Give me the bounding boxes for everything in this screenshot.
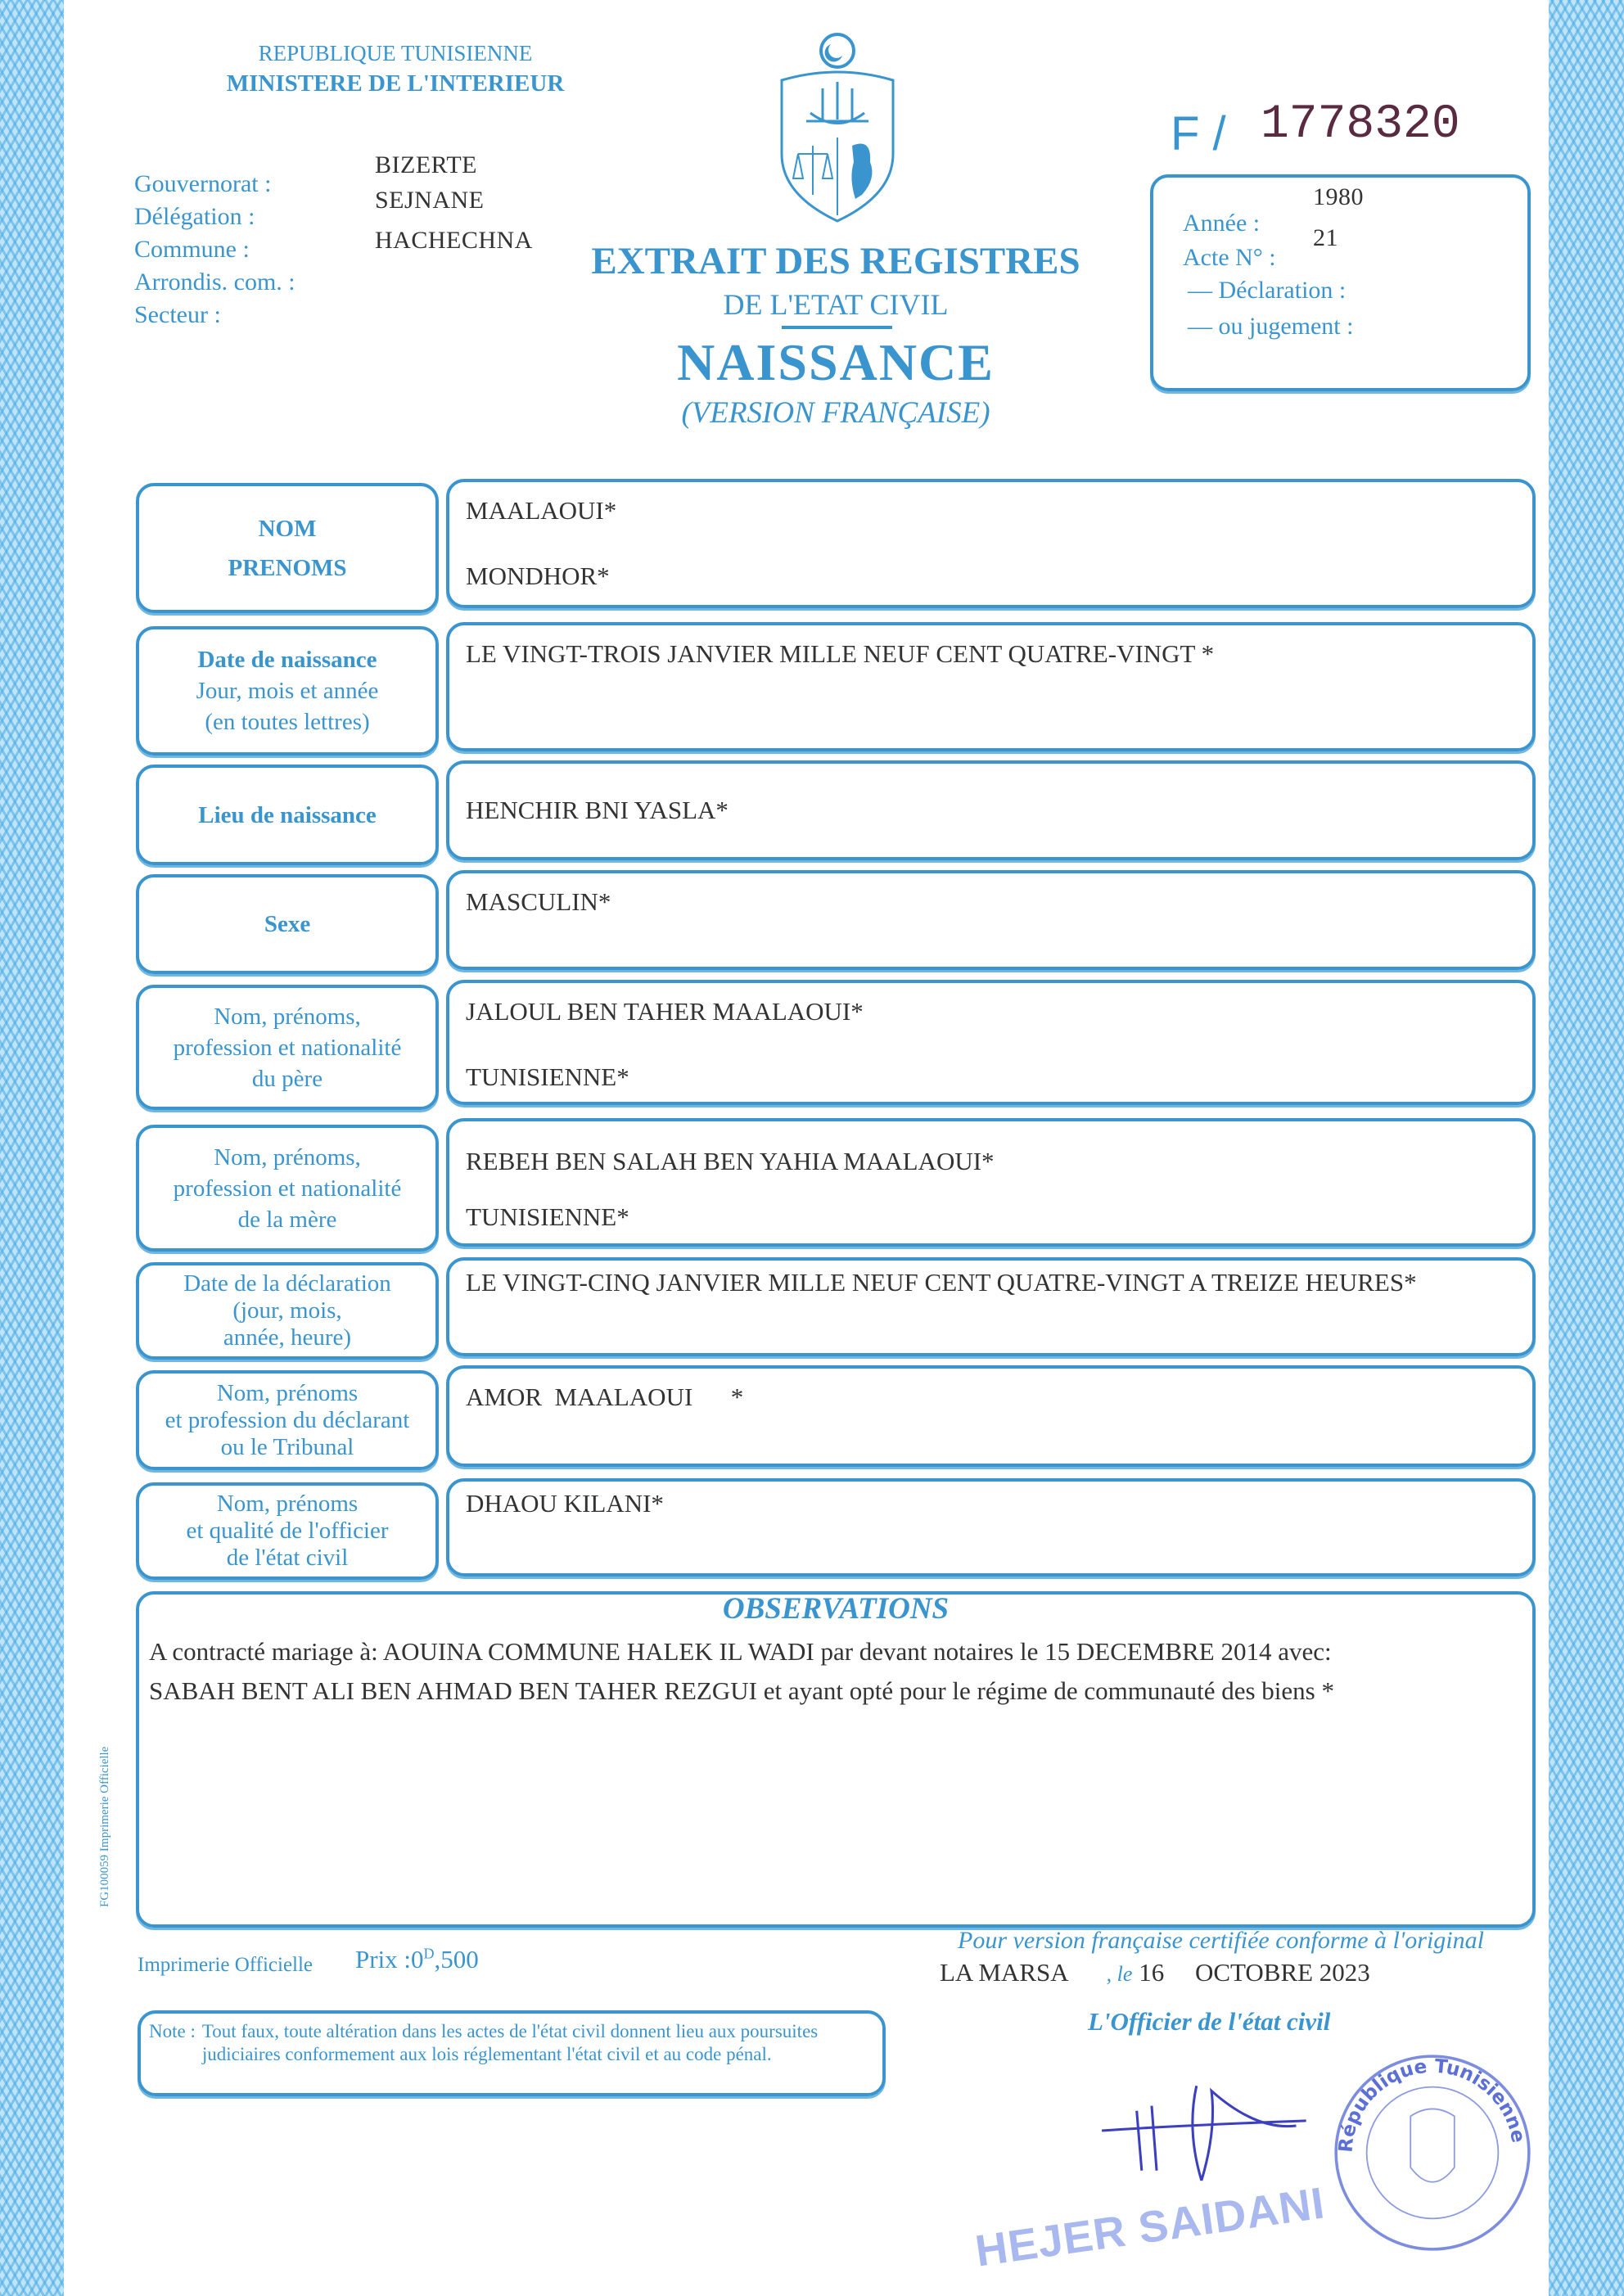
date-naissance-label: Date de naissance xyxy=(197,647,377,673)
mere-value-box xyxy=(446,1118,1536,1247)
mere-name-value: REBEH BEN SALAH BEN YAHIA MAALAOUI* xyxy=(466,1147,995,1175)
sexe-label: Sexe xyxy=(264,911,311,937)
pere-value-box xyxy=(446,980,1536,1105)
declarant-value-box xyxy=(446,1365,1536,1467)
official-stamp xyxy=(1330,2050,1535,2255)
title-naissance: NAISSANCE xyxy=(677,333,995,391)
note-text: Tout faux, toute altération dans les actes de l'état civil donnent lieu aux poursuites judiciaires conformement aux lois réglementant l'état civil et au code pénal. xyxy=(201,2021,819,2064)
declaration-date-label-3: année, heure) xyxy=(223,1324,352,1351)
mere-nationality-value: TUNISIENNE* xyxy=(466,1202,629,1231)
mere-label-2: profession et nationalité xyxy=(173,1175,402,1202)
note-label: Note : xyxy=(149,2021,196,2041)
legal-note-box xyxy=(138,2010,886,2096)
arrondissement-label: Arrondis. com. : xyxy=(134,268,295,295)
title-extrait: EXTRAIT DES REGISTRES xyxy=(591,240,1080,282)
pere-name-value: JALOUL BEN TAHER MAALAOUI* xyxy=(466,997,864,1026)
serial-prefix: F / xyxy=(1171,107,1226,160)
declarant-value: AMOR MAALAOUI * xyxy=(466,1383,744,1411)
delegation-value: SEJNANE xyxy=(375,187,485,214)
annee-label: Année : xyxy=(1183,210,1261,237)
republic-label: REPUBLIQUE TUNISIENNE xyxy=(258,41,533,65)
declaration-date-label-1: Date de la déclaration xyxy=(183,1270,391,1297)
place-date xyxy=(940,1958,1370,1987)
prenoms-value: MONDHOR* xyxy=(466,562,610,590)
observations-line-2: SABAH BENT ALI BEN AHMAD BEN TAHER REZGUI et ayant opté pour le régime de communauté des biens * xyxy=(149,1676,1334,1705)
sexe-value: MASCULIN* xyxy=(466,887,611,916)
declaration-date-value: LE VINGT-CINQ JANVIER MILLE NEUF CENT QUATRE-VINGT A TREIZE HEURES* xyxy=(466,1268,1417,1297)
annee-value: 1980 xyxy=(1313,183,1364,210)
price-text: Prix :0 xyxy=(355,1945,424,1973)
price-label xyxy=(355,1945,479,1974)
sexe-value-box xyxy=(446,870,1536,970)
nom-value: MAALAOUI* xyxy=(466,496,617,525)
title-etat-civil: DE L'ETAT CIVIL xyxy=(723,288,949,321)
lieu-naissance-value: HENCHIR BNI YASLA* xyxy=(466,796,729,824)
title-divider xyxy=(782,326,892,329)
date-month-year: OCTOBRE 2023 xyxy=(1194,1958,1370,1987)
commune-label: Commune : xyxy=(134,236,250,263)
place-value: LA MARSA xyxy=(940,1958,1067,1987)
side-print-code: FG100059 Imprimerie Officielle xyxy=(98,1746,111,1907)
nom-label-box xyxy=(136,483,439,613)
date-le: , le xyxy=(1106,1962,1133,1986)
date-day: 16 xyxy=(1139,1958,1165,1987)
mere-label-1: Nom, prénoms, xyxy=(214,1143,361,1171)
pere-label-3: du père xyxy=(251,1065,323,1092)
date-naissance-sublabel-2: (en toutes lettres) xyxy=(205,709,370,735)
declaration-date-label-2: (jour, mois, xyxy=(232,1297,342,1324)
date-naissance-value: LE VINGT-TROIS JANVIER MILLE NEUF CENT QUATRE-VINGT * xyxy=(466,639,1215,668)
observations-box xyxy=(136,1591,1536,1928)
declaration-label-box xyxy=(136,1262,439,1360)
decorative-border-left xyxy=(0,0,64,2296)
acte-label: Acte N° : xyxy=(1183,244,1276,271)
officier-label-1: Nom, prénoms xyxy=(216,1491,359,1517)
pere-label-box xyxy=(136,985,439,1110)
gouvernorat-value: BIZERTE xyxy=(375,151,478,178)
price-decimal: ,500 xyxy=(434,1945,479,1973)
date-naissance-label-box xyxy=(136,626,439,756)
sexe-label-box xyxy=(136,874,439,974)
location-labels xyxy=(134,168,295,332)
declarant-label-box xyxy=(136,1370,439,1470)
officier-value: DHAOU KILANI* xyxy=(466,1489,664,1518)
coat-of-arms-emblem xyxy=(774,31,901,224)
declaration-value-box xyxy=(446,1257,1536,1356)
delegation-label: Délégation : xyxy=(134,203,255,230)
certified-text: Pour version française certifiée conforme à l'original xyxy=(958,1927,1484,1954)
pere-label-1: Nom, prénoms, xyxy=(214,1003,361,1030)
nom-label: NOM xyxy=(258,515,317,542)
commune-value: HACHECHNA xyxy=(375,227,533,254)
svg-text:République Tunisienne xyxy=(1334,2055,1529,2154)
officier-label-box xyxy=(136,1482,439,1580)
officer-title: L'Officier de l'état civil xyxy=(1088,2007,1331,2036)
acte-value: 21 xyxy=(1313,224,1338,251)
officier-label-2: et qualité de l'officier xyxy=(186,1518,389,1544)
lieu-naissance-label-box xyxy=(136,765,439,865)
nom-value-box xyxy=(446,479,1536,608)
serial-number: 1778320 xyxy=(1261,98,1460,151)
secteur-label: Secteur : xyxy=(134,301,221,328)
gouvernorat-label: Gouvernorat : xyxy=(134,170,272,197)
mere-label-3: de la mère xyxy=(237,1206,337,1233)
price-unit: D xyxy=(423,1945,435,1962)
jugement-label: — ou jugement : xyxy=(1188,313,1354,340)
declarant-label-3: ou le Tribunal xyxy=(220,1433,354,1460)
ministry-label: MINISTERE DE L'INTERIEUR xyxy=(226,70,565,97)
stamp-text: République Tunisienne xyxy=(1334,2055,1530,2154)
mere-label-box xyxy=(136,1125,439,1252)
prenoms-label: PRENOMS xyxy=(228,554,347,581)
date-naissance-value-box xyxy=(446,622,1536,751)
printer-label: Imprimerie Officielle xyxy=(138,1954,314,1976)
title-version: (VERSION FRANÇAISE) xyxy=(681,396,990,430)
observations-title: OBSERVATIONS xyxy=(722,1592,950,1626)
declarant-label-1: Nom, prénoms xyxy=(216,1379,359,1406)
declaration-label: — Déclaration : xyxy=(1188,277,1347,304)
declarant-label-2: et profession du déclarant xyxy=(165,1406,410,1433)
lieu-naissance-value-box xyxy=(446,760,1536,860)
officer-name-stamp: HEJER SAIDANI xyxy=(972,2178,1329,2276)
acte-box xyxy=(1150,174,1531,391)
date-naissance-sublabel: Jour, mois et année xyxy=(196,678,379,704)
observations-line-1: A contracté mariage à: AOUINA COMMUNE HALEK IL WADI par devant notaires le 15 DECEMBRE 2014 avec: xyxy=(149,1637,1332,1666)
pere-label-2: profession et nationalité xyxy=(173,1034,402,1061)
pere-nationality-value: TUNISIENNE* xyxy=(466,1062,629,1091)
decorative-border-right xyxy=(1549,0,1624,2296)
officier-label-3: de l'état civil xyxy=(226,1545,349,1571)
lieu-naissance-label: Lieu de naissance xyxy=(198,801,377,828)
officier-value-box xyxy=(446,1478,1536,1577)
